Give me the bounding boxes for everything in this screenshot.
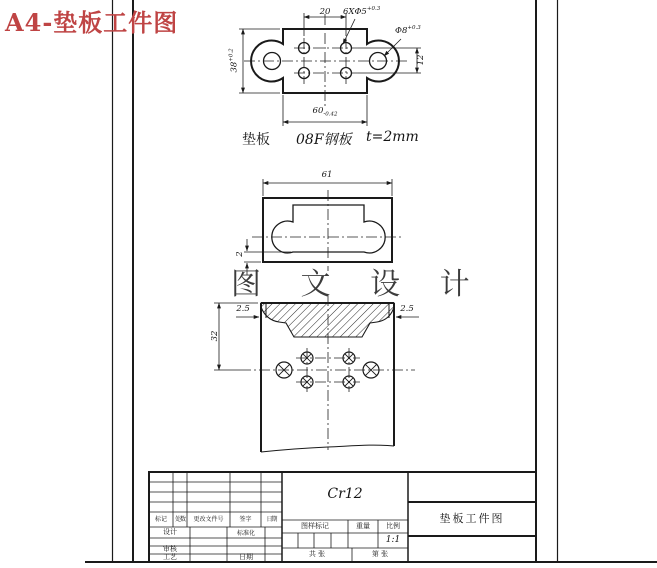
titleblock-sheet-total: 共 张 [308, 550, 326, 558]
dim-depth-32: 32 [210, 330, 220, 342]
dim-edge-left-2-5: 2.5 [236, 304, 250, 314]
titleblock-header-weight: 重量 [356, 522, 370, 530]
titleblock-row-standardization: 标准化 [236, 530, 255, 537]
caption-part-name: 垫板 [242, 132, 270, 148]
titleblock-header-mark: 标记 [154, 516, 167, 523]
titleblock-scale-value: 1:1 [385, 535, 401, 545]
titleblock-material: Cr12 [327, 486, 363, 502]
dim-width-61: 61 [321, 170, 333, 180]
dim-width-60: $60_{-0.42}$ [312, 106, 338, 118]
watermark-text: 图 文 设 计 [231, 267, 485, 302]
titleblock-header-scale: 比例 [386, 522, 400, 530]
dim-edge-right-2-5: 2.5 [400, 304, 414, 314]
label-small-holes: $6X\Phi 5^{+0.3}$ [343, 6, 381, 17]
caption-thickness: t=2mm [366, 129, 419, 145]
titleblock-header-changefile: 更改文件号 [193, 516, 224, 523]
titleblock-drawing-title: 垫板工件图 [439, 512, 505, 525]
bottom-view-geometry [214, 295, 419, 452]
titleblock-header-drawing-mark: 图样标记 [301, 522, 329, 530]
titleblock-sheet-number: 第 张 [371, 550, 389, 558]
titleblock-header-count: 处数 [174, 516, 185, 523]
titleblock-row-check: 审核 [163, 545, 177, 553]
dim-height-38: $38^{+0.2}$ [228, 48, 240, 73]
titleblock-row-process: 工艺 [163, 553, 177, 561]
titleblock-row-date: 日期 [239, 553, 253, 561]
caption-material: 08F钢板 [296, 132, 352, 148]
dim-hole-spacing-20: 20 [319, 7, 331, 17]
label-big-hole: $\Phi 8^{+0.3}$ [395, 25, 421, 36]
titleblock-row-design: 设计 [163, 528, 177, 536]
page-title: A4-垫板工件图 [5, 8, 179, 37]
titleblock-header-date: 日期 [266, 516, 277, 523]
titleblock-header-signature: 签字 [239, 516, 252, 523]
dim-row-spacing-12: 12 [416, 54, 426, 66]
dim-thickness-2: 2 [235, 251, 245, 257]
